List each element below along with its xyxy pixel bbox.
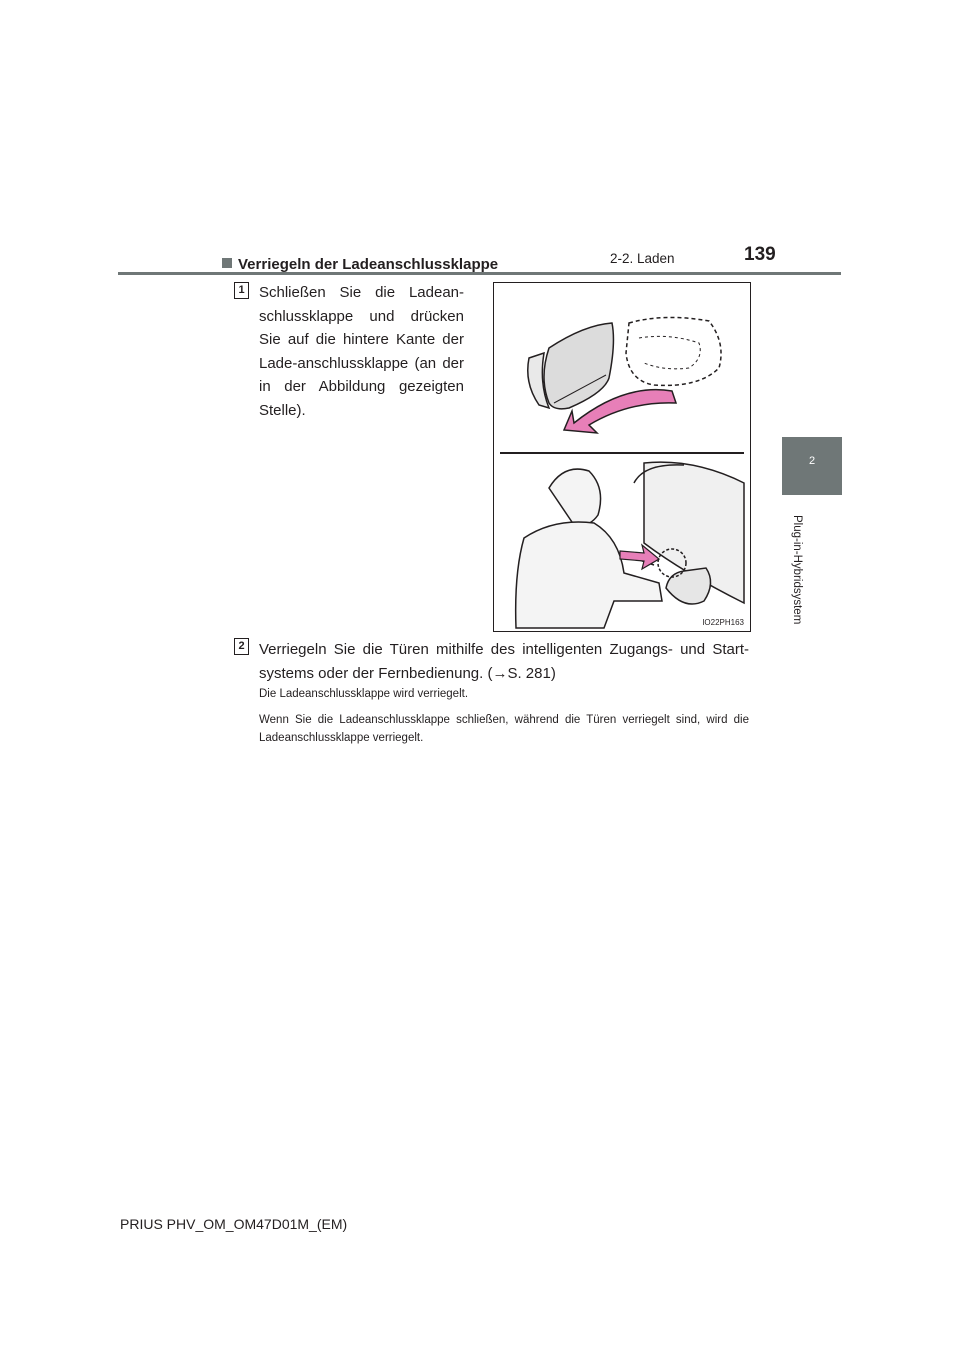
chapter-tab-number: 2 [808,455,816,467]
section-heading [222,256,498,273]
chapter-tab [782,437,842,495]
note-2: Wenn Sie die Ladeanschlussklappe schließen, während die Türen verriegelt sind, wird die Ladeanschlussklappe verriegelt. [259,714,749,744]
page-number: 139 [744,244,776,265]
figure-code: IO22PH163 [702,618,744,627]
step-2-text: Verriegeln Sie die Türen mithilfe des intelligenten Zugangs- und Start-systems oder der Fernbedienung. (→S. 281) [259,641,749,682]
document-footer: PRIUS PHV_OM_OM47D01M_(EM) [120,1216,348,1232]
step-2-badge: 2 [234,638,249,655]
step-1-text: Schließen Sie die Ladean-schlussklappe und drücken Sie auf die hintere Kante der Lade-anschlussklappe (an der in der Abbildung gezeigten Stelle). [259,284,464,419]
note-1: Die Ladeanschlussklappe wird verriegelt. [259,688,469,700]
section-heading-text: Verriegeln der Ladeanschlussklappe [238,256,499,273]
chapter-tab-title: Plug-in-Hybridsystem [791,515,803,625]
step-1-badge: 1 [234,282,249,299]
charging-flap-illustration [494,283,750,631]
header-section-title: 2-2. Laden [610,251,675,266]
illustration [493,282,751,632]
heading-square-icon [222,258,232,268]
